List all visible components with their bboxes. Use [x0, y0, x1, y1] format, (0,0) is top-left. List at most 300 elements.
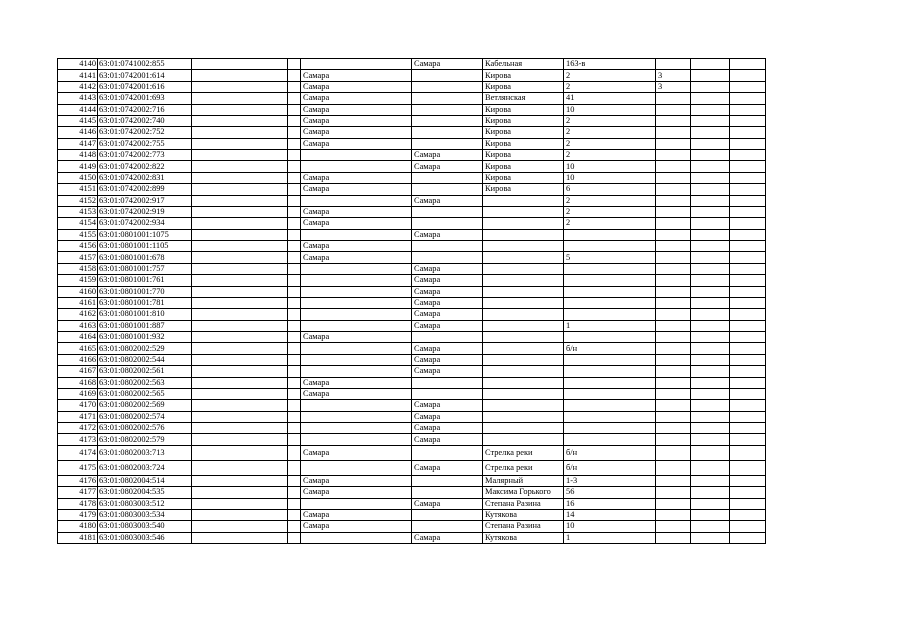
table-row: [58, 241, 766, 252]
house-number-cell: [564, 275, 656, 286]
city-cell: [301, 354, 412, 365]
settlement-cell: [412, 252, 483, 263]
city-cell: Самара: [301, 521, 412, 532]
row-number-cell: 4144: [58, 104, 98, 115]
empty-cell: [288, 184, 301, 195]
street-cell: [483, 320, 564, 331]
house-number-cell: [564, 411, 656, 422]
city-cell: Самара: [301, 445, 412, 460]
cadastral-number-cell: 63:01:0801001:810: [98, 309, 192, 320]
empty-cell: [288, 521, 301, 532]
cadastral-number-cell: 63:01:0742001:693: [98, 93, 192, 104]
cadastral-number-cell: 63:01:0802004:514: [98, 475, 192, 486]
empty-cell: [691, 275, 730, 286]
empty-cell: [288, 70, 301, 81]
empty-cell: [288, 218, 301, 229]
house-number-cell: 2: [564, 150, 656, 161]
row-number-cell: 4143: [58, 93, 98, 104]
row-number-cell: 4152: [58, 195, 98, 206]
cadastral-number-cell: 63:01:0803003:534: [98, 509, 192, 520]
cadastral-number-cell: 63:01:0801001:781: [98, 297, 192, 308]
settlement-cell: Самара: [412, 460, 483, 475]
empty-cell: [691, 532, 730, 543]
settlement-cell: [412, 70, 483, 81]
empty-cell: [288, 172, 301, 183]
empty-cell: [288, 206, 301, 217]
settlement-cell: [412, 138, 483, 149]
empty-cell: [192, 388, 288, 399]
empty-cell: [730, 487, 766, 498]
cadastral-number-cell: 63:01:0742002:773: [98, 150, 192, 161]
empty-cell: [730, 332, 766, 343]
row-number-cell: 4158: [58, 263, 98, 274]
street-cell: Кирова: [483, 104, 564, 115]
house-number-cell: 10: [564, 104, 656, 115]
house-number-cell: б/н: [564, 445, 656, 460]
building-cell: [656, 332, 691, 343]
settlement-cell: [412, 509, 483, 520]
settlement-cell: Самара: [412, 423, 483, 434]
cadastral-number-cell: 63:01:0802002:574: [98, 411, 192, 422]
building-cell: [656, 521, 691, 532]
empty-cell: [691, 206, 730, 217]
street-cell: [483, 309, 564, 320]
empty-cell: [730, 423, 766, 434]
city-cell: Самара: [301, 332, 412, 343]
settlement-cell: Самара: [412, 498, 483, 509]
house-number-cell: [564, 434, 656, 445]
cadastral-number-cell: 63:01:0803003:512: [98, 498, 192, 509]
city-cell: Самара: [301, 388, 412, 399]
empty-cell: [192, 532, 288, 543]
empty-cell: [730, 184, 766, 195]
empty-cell: [288, 195, 301, 206]
cadastral-number-cell: 63:01:0803003:540: [98, 521, 192, 532]
empty-cell: [730, 127, 766, 138]
cadastral-number-cell: 63:01:0742002:831: [98, 172, 192, 183]
building-cell: [656, 509, 691, 520]
row-number-cell: 4176: [58, 475, 98, 486]
empty-cell: [192, 354, 288, 365]
empty-cell: [730, 309, 766, 320]
city-cell: Самара: [301, 377, 412, 388]
empty-cell: [192, 286, 288, 297]
empty-cell: [691, 309, 730, 320]
city-cell: Самара: [301, 475, 412, 486]
settlement-cell: [412, 81, 483, 92]
empty-cell: [192, 400, 288, 411]
building-cell: [656, 487, 691, 498]
house-number-cell: [564, 241, 656, 252]
settlement-cell: Самара: [412, 309, 483, 320]
empty-cell: [192, 366, 288, 377]
settlement-cell: Самара: [412, 297, 483, 308]
row-number-cell: 4162: [58, 309, 98, 320]
empty-cell: [288, 263, 301, 274]
cadastral-number-cell: 63:01:0742001:616: [98, 81, 192, 92]
street-cell: [483, 388, 564, 399]
empty-cell: [192, 229, 288, 240]
settlement-cell: [412, 104, 483, 115]
table-row: [58, 138, 766, 149]
row-number-cell: 4153: [58, 206, 98, 217]
row-number-cell: 4173: [58, 434, 98, 445]
empty-cell: [730, 161, 766, 172]
house-number-cell: 1: [564, 532, 656, 543]
street-cell: [483, 366, 564, 377]
empty-cell: [730, 172, 766, 183]
table-row: [58, 70, 766, 81]
cadastral-number-cell: 63:01:0802002:565: [98, 388, 192, 399]
settlement-cell: Самара: [412, 354, 483, 365]
table-row: [58, 206, 766, 217]
building-cell: 3: [656, 70, 691, 81]
building-cell: [656, 343, 691, 354]
settlement-cell: Самара: [412, 150, 483, 161]
empty-cell: [192, 521, 288, 532]
street-cell: Степана Разина: [483, 521, 564, 532]
street-cell: Малярный: [483, 475, 564, 486]
cadastral-number-cell: 63:01:0742001:614: [98, 70, 192, 81]
settlement-cell: Самара: [412, 286, 483, 297]
table-row: [58, 460, 766, 475]
empty-cell: [288, 252, 301, 263]
empty-cell: [730, 377, 766, 388]
settlement-cell: [412, 115, 483, 126]
empty-cell: [288, 509, 301, 520]
table-row: [58, 286, 766, 297]
building-cell: [656, 445, 691, 460]
building-cell: [656, 104, 691, 115]
house-number-cell: 14: [564, 509, 656, 520]
empty-cell: [691, 521, 730, 532]
cadastral-number-cell: 63:01:0802002:529: [98, 343, 192, 354]
city-cell: [301, 275, 412, 286]
building-cell: [656, 206, 691, 217]
house-number-cell: 2: [564, 115, 656, 126]
empty-cell: [691, 286, 730, 297]
table-row: [58, 127, 766, 138]
empty-cell: [730, 320, 766, 331]
empty-cell: [288, 411, 301, 422]
table-row: [58, 81, 766, 92]
house-number-cell: 1: [564, 320, 656, 331]
house-number-cell: [564, 400, 656, 411]
street-cell: [483, 286, 564, 297]
empty-cell: [192, 59, 288, 70]
empty-cell: [288, 332, 301, 343]
empty-cell: [192, 115, 288, 126]
settlement-cell: [412, 521, 483, 532]
table-row: [58, 252, 766, 263]
empty-cell: [691, 460, 730, 475]
city-cell: [301, 59, 412, 70]
empty-cell: [192, 218, 288, 229]
city-cell: [301, 320, 412, 331]
row-number-cell: 4180: [58, 521, 98, 532]
empty-cell: [691, 218, 730, 229]
row-number-cell: 4140: [58, 59, 98, 70]
empty-cell: [192, 104, 288, 115]
building-cell: [656, 388, 691, 399]
city-cell: Самара: [301, 70, 412, 81]
house-number-cell: [564, 286, 656, 297]
building-cell: [656, 241, 691, 252]
settlement-cell: [412, 388, 483, 399]
building-cell: [656, 172, 691, 183]
cadastral-number-cell: 63:01:0802002:563: [98, 377, 192, 388]
empty-cell: [730, 460, 766, 475]
building-cell: [656, 150, 691, 161]
empty-cell: [192, 275, 288, 286]
empty-cell: [288, 354, 301, 365]
city-cell: Самара: [301, 93, 412, 104]
cadastral-number-cell: 63:01:0741002:855: [98, 59, 192, 70]
city-cell: [301, 263, 412, 274]
building-cell: [656, 286, 691, 297]
empty-cell: [730, 150, 766, 161]
table-row: [58, 388, 766, 399]
city-cell: [301, 434, 412, 445]
settlement-cell: [412, 184, 483, 195]
empty-cell: [730, 115, 766, 126]
street-cell: Кирова: [483, 138, 564, 149]
house-number-cell: 41: [564, 93, 656, 104]
cadastral-number-cell: 63:01:0802002:576: [98, 423, 192, 434]
empty-cell: [192, 184, 288, 195]
empty-cell: [691, 475, 730, 486]
row-number-cell: 4146: [58, 127, 98, 138]
street-cell: Степана Разина: [483, 498, 564, 509]
table-row: [58, 445, 766, 460]
empty-cell: [288, 475, 301, 486]
settlement-cell: [412, 445, 483, 460]
empty-cell: [691, 377, 730, 388]
settlement-cell: [412, 127, 483, 138]
table-row: [58, 184, 766, 195]
empty-cell: [730, 81, 766, 92]
house-number-cell: 2: [564, 81, 656, 92]
settlement-cell: Самара: [412, 195, 483, 206]
empty-cell: [730, 400, 766, 411]
city-cell: [301, 400, 412, 411]
empty-cell: [691, 241, 730, 252]
empty-cell: [730, 434, 766, 445]
row-number-cell: 4154: [58, 218, 98, 229]
empty-cell: [192, 138, 288, 149]
building-cell: 3: [656, 81, 691, 92]
empty-cell: [192, 297, 288, 308]
settlement-cell: [412, 172, 483, 183]
empty-cell: [288, 81, 301, 92]
street-cell: [483, 241, 564, 252]
empty-cell: [192, 161, 288, 172]
empty-cell: [192, 509, 288, 520]
empty-cell: [691, 127, 730, 138]
empty-cell: [730, 498, 766, 509]
settlement-cell: Самара: [412, 229, 483, 240]
empty-cell: [730, 195, 766, 206]
empty-cell: [288, 286, 301, 297]
building-cell: [656, 115, 691, 126]
cadastral-number-cell: 63:01:0801001:757: [98, 263, 192, 274]
city-cell: Самара: [301, 127, 412, 138]
table-row: [58, 150, 766, 161]
street-cell: [483, 332, 564, 343]
table-row: [58, 354, 766, 365]
empty-cell: [730, 354, 766, 365]
street-cell: [483, 377, 564, 388]
table-row: [58, 377, 766, 388]
street-cell: [483, 434, 564, 445]
table-row: [58, 275, 766, 286]
city-cell: [301, 498, 412, 509]
building-cell: [656, 297, 691, 308]
empty-cell: [691, 263, 730, 274]
row-number-cell: 4160: [58, 286, 98, 297]
empty-cell: [730, 138, 766, 149]
table-row: [58, 172, 766, 183]
empty-cell: [691, 297, 730, 308]
city-cell: [301, 309, 412, 320]
building-cell: [656, 377, 691, 388]
settlement-cell: [412, 487, 483, 498]
table-row: [58, 195, 766, 206]
street-cell: [483, 218, 564, 229]
building-cell: [656, 460, 691, 475]
empty-cell: [730, 93, 766, 104]
city-cell: Самара: [301, 184, 412, 195]
empty-cell: [730, 206, 766, 217]
building-cell: [656, 423, 691, 434]
building-cell: [656, 475, 691, 486]
building-cell: [656, 354, 691, 365]
row-number-cell: 4149: [58, 161, 98, 172]
table-row: [58, 434, 766, 445]
street-cell: Кирова: [483, 172, 564, 183]
street-cell: Кирова: [483, 81, 564, 92]
house-number-cell: [564, 309, 656, 320]
cadastral-number-cell: 63:01:0742002:755: [98, 138, 192, 149]
empty-cell: [192, 241, 288, 252]
house-number-cell: [564, 423, 656, 434]
building-cell: [656, 275, 691, 286]
building-cell: [656, 59, 691, 70]
settlement-cell: [412, 93, 483, 104]
settlement-cell: Самара: [412, 400, 483, 411]
empty-cell: [192, 434, 288, 445]
row-number-cell: 4177: [58, 487, 98, 498]
empty-cell: [192, 127, 288, 138]
empty-cell: [192, 343, 288, 354]
empty-cell: [288, 377, 301, 388]
house-number-cell: [564, 366, 656, 377]
empty-cell: [691, 161, 730, 172]
empty-cell: [691, 195, 730, 206]
settlement-cell: Самара: [412, 366, 483, 377]
cadastral-number-cell: 63:01:0742002:919: [98, 206, 192, 217]
empty-cell: [288, 229, 301, 240]
empty-cell: [192, 93, 288, 104]
building-cell: [656, 252, 691, 263]
house-number-cell: 16: [564, 498, 656, 509]
table-row: [58, 366, 766, 377]
empty-cell: [288, 445, 301, 460]
building-cell: [656, 229, 691, 240]
building-cell: [656, 320, 691, 331]
empty-cell: [691, 252, 730, 263]
empty-cell: [730, 241, 766, 252]
empty-cell: [192, 377, 288, 388]
settlement-cell: Самара: [412, 59, 483, 70]
building-cell: [656, 532, 691, 543]
empty-cell: [691, 354, 730, 365]
empty-cell: [192, 320, 288, 331]
empty-cell: [288, 104, 301, 115]
settlement-cell: Самара: [412, 434, 483, 445]
house-number-cell: [564, 332, 656, 343]
building-cell: [656, 138, 691, 149]
city-cell: Самара: [301, 172, 412, 183]
empty-cell: [730, 263, 766, 274]
empty-cell: [288, 343, 301, 354]
street-cell: [483, 400, 564, 411]
empty-cell: [288, 309, 301, 320]
cadastral-number-cell: 63:01:0742002:716: [98, 104, 192, 115]
city-cell: Самара: [301, 218, 412, 229]
empty-cell: [730, 70, 766, 81]
empty-cell: [691, 388, 730, 399]
empty-cell: [288, 115, 301, 126]
table-row: [58, 411, 766, 422]
house-number-cell: [564, 388, 656, 399]
row-number-cell: 4151: [58, 184, 98, 195]
city-cell: Самара: [301, 487, 412, 498]
cadastral-number-cell: 63:01:0802002:561: [98, 366, 192, 377]
row-number-cell: 4172: [58, 423, 98, 434]
house-number-cell: 6: [564, 184, 656, 195]
row-number-cell: 4141: [58, 70, 98, 81]
building-cell: [656, 498, 691, 509]
cadastral-number-cell: 63:01:0742002:752: [98, 127, 192, 138]
empty-cell: [192, 81, 288, 92]
cadastral-number-cell: 63:01:0801001:770: [98, 286, 192, 297]
street-cell: [483, 343, 564, 354]
street-cell: Кирова: [483, 150, 564, 161]
house-number-cell: [564, 229, 656, 240]
empty-cell: [192, 423, 288, 434]
empty-cell: [192, 498, 288, 509]
empty-cell: [730, 411, 766, 422]
cadastral-number-cell: 63:01:0802002:569: [98, 400, 192, 411]
street-cell: [483, 252, 564, 263]
street-cell: [483, 195, 564, 206]
settlement-cell: Самара: [412, 320, 483, 331]
empty-cell: [192, 445, 288, 460]
empty-cell: [730, 445, 766, 460]
street-cell: Кабельная: [483, 59, 564, 70]
city-cell: [301, 460, 412, 475]
building-cell: [656, 184, 691, 195]
cadastral-number-cell: 63:01:0801001:932: [98, 332, 192, 343]
empty-cell: [730, 509, 766, 520]
empty-cell: [730, 297, 766, 308]
empty-cell: [288, 487, 301, 498]
row-number-cell: 4142: [58, 81, 98, 92]
cadastral-number-cell: 63:01:0803003:546: [98, 532, 192, 543]
empty-cell: [288, 138, 301, 149]
empty-cell: [288, 320, 301, 331]
